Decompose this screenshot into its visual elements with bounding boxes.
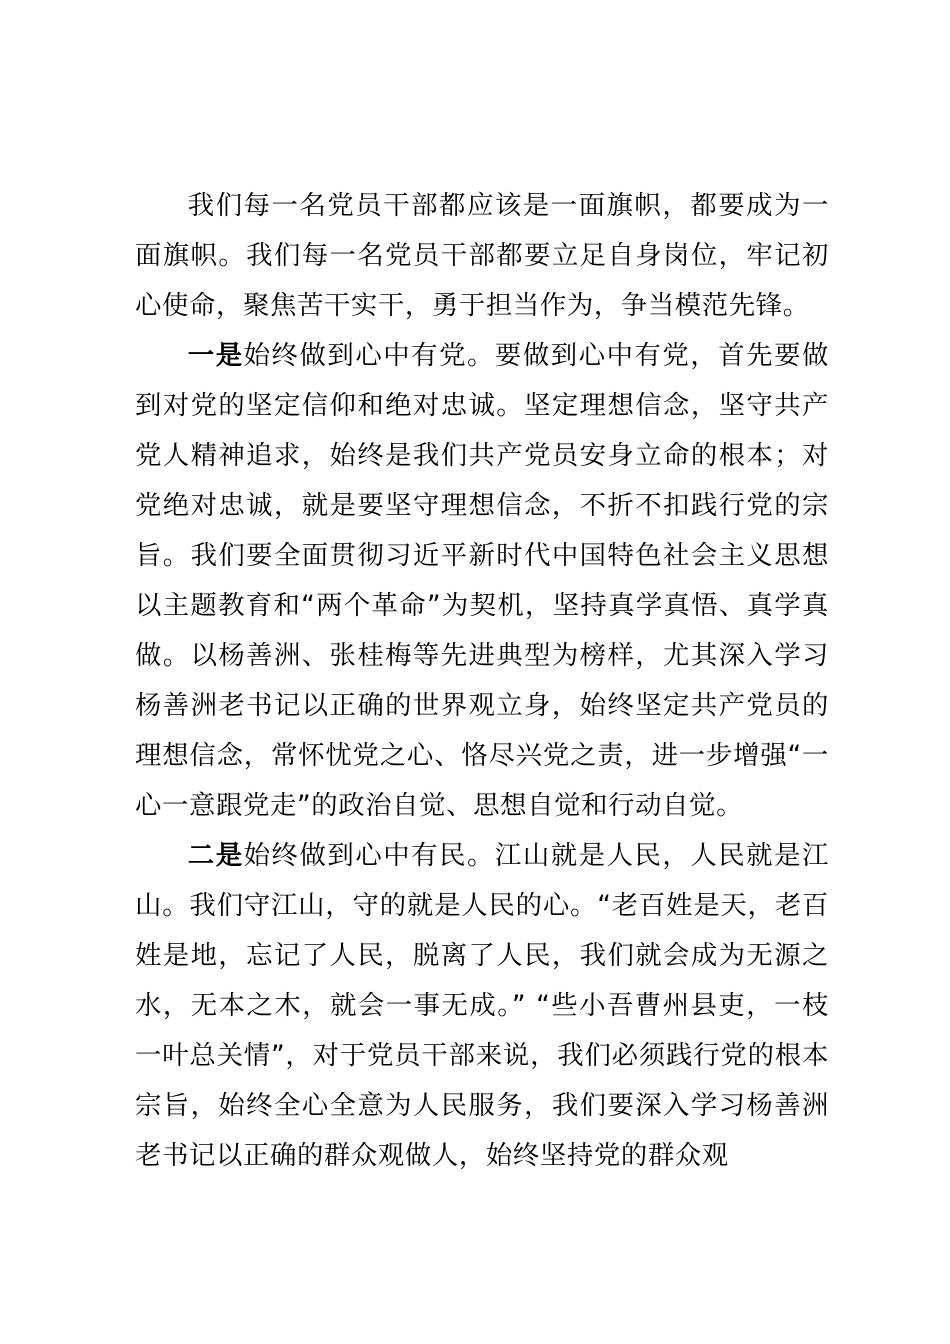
paragraph-text: 我们每一名党员干部都应该是一面旗帜，都要成为一面旗帜。我们每一名党员干部都要立足自身岗位，牢记初心使命，聚焦苦干实干，勇于担当作为，争当模范先锋。 [135,190,829,321]
paragraph-text: 始终做到心中有民。江山就是人民，人民就是江山。我们守江山，守的就是人民的心。“老百姓是天，老百姓是地，忘记了人民，脱离了人民，我们就会成为无源之水，无本之木，就会一事无成。” “些小吾曹州县吏，一枝一叶总关情”，对于党员干部来说，我们必须践行党的根本宗旨，始终全心全意为人民服务，我们要深入学习杨善洲老书记以正确的群众观做人，始终坚持党的群众观 [135,840,829,1171]
paragraph-second-point [135,831,829,1181]
paragraph-lead: 二是 [187,840,244,871]
paragraph-first-point [135,331,829,831]
document-body [135,181,829,1181]
paragraph-text: 始终做到心中有党。要做到心中有党，首先要做到对党的坚定信仰和绝对忠诚。坚定理想信念，坚守共产党人精神追求，始终是我们共产党员安身立命的根本；对党绝对忠诚，就是要坚守理想信念，不折不扣践行党的宗旨。我们要全面贯彻习近平新时代中国特色社会主义思想以主题教育和“两个革命”为契机，坚持真学真悟、真学真做。以杨善洲、张桂梅等先进典型为榜样，尤其深入学习杨善洲老书记以正确的世界观立身，始终坚定共产党员的理想信念，常怀忧党之心、恪尽兴党之责，进一步增强“一心一意跟党走”的政治自觉、思想自觉和行动自觉。 [135,340,829,821]
paragraph-lead: 一是 [187,340,244,371]
paragraph-intro [135,181,829,331]
